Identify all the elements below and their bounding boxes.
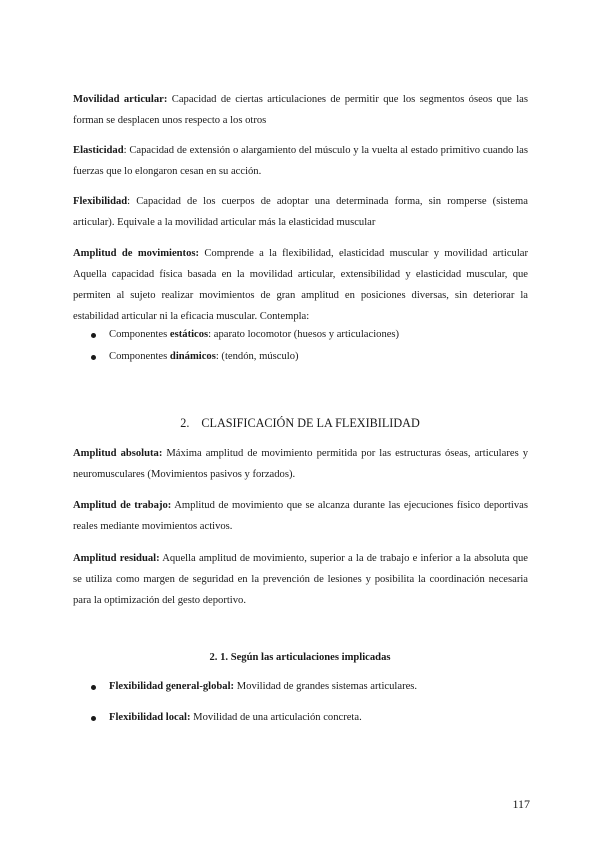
definition-amplitud-trabajo: Amplitud de movimiento que se alcanza durante las ejecuciones físico deportivas reales mediante movimientos activos. (73, 500, 528, 532)
term-amplitud-residual: Amplitud residual: (73, 553, 160, 564)
componente-term: estáticos (169, 329, 209, 340)
tipo-term: Flexibilidad general-global: (109, 681, 235, 692)
definition-amplitud-movimientos: Comprende a la flexibilidad, elasticidad muscular y movilidad articular Aquella capacidad física basada en la movilidad articular, extensibilidad y elasticidad muscular, que permiten al sujeto realizar movimientos de gran amplitud en posiciones diversas, sin deteriorar la estabilidad articular ni la eficacia muscular. Contempla: (73, 248, 528, 322)
paragraph-elasticidad (73, 140, 528, 182)
term-movilidad-articular: Movilidad articular: (73, 94, 168, 105)
paragraph-amplitud-residual (73, 548, 528, 611)
section-number: 2. (180, 416, 190, 430)
definition-movilidad-articular: Capacidad de ciertas articulaciones de permitir que los segmentos óseos que las forman se desplacen unos respecto a los otros (73, 94, 528, 126)
tipo-description: Movilidad de grandes sistemas articulares. (234, 681, 418, 692)
componente-description: : aparato locomotor (huesos y articulaciones) (208, 329, 400, 340)
tipo-term: Flexibilidad local: (109, 712, 191, 723)
page-number: 117 (512, 797, 530, 811)
paragraph-amplitud-trabajo (73, 495, 528, 537)
componente-term: dinámicos (169, 351, 216, 362)
paragraph-amplitud-absoluta (73, 443, 528, 485)
tipo-description: Movilidad de una articulación concreta. (190, 712, 362, 723)
term-amplitud-movimientos: Amplitud de movimientos: (73, 248, 200, 259)
bullet-icon (91, 333, 96, 338)
componente-prefix: Componentes (109, 329, 170, 340)
term-elasticidad: Elasticidad (73, 145, 124, 156)
definition-flexibilidad: : Capacidad de los cuerpos de adoptar una determinada forma, sin romperse (sistema articular). Equivale a la movilidad articular más la elasticidad muscular (73, 196, 528, 228)
section-title: CLASIFICACIÓN DE LA FLEXIBILIDAD (201, 416, 420, 430)
subsection-heading: 2. 1. Según las articulaciones implicadas (209, 652, 391, 663)
term-amplitud-trabajo: Amplitud de trabajo: (73, 500, 172, 511)
bullet-icon (91, 685, 96, 690)
componente-description: : (tendón, músculo) (215, 351, 299, 362)
definition-elasticidad: : Capacidad de extensión o alargamiento del músculo y la vuelta al estado primitivo cuando las fuerzas que lo elongaron cesan en su acción. (73, 145, 528, 177)
bullet-icon (91, 355, 96, 360)
definition-amplitud-absoluta: Máxima amplitud de movimiento permitida por las estructuras óseas, articulares y neuromusculares (Movimientos pasivos y forzados). (73, 448, 528, 480)
term-flexibilidad: Flexibilidad (73, 196, 128, 207)
bullet-icon (91, 716, 96, 721)
definition-amplitud-residual: Aquella amplitud de movimiento, superior a la de trabajo e inferior a la absoluta que se utiliza como margen de seguridad en la prevención de lesiones y posibilita la coordinación necesaria para la optimización del gesto deportivo. (73, 553, 529, 606)
paragraph-flexibilidad (73, 191, 528, 233)
section-heading (0, 413, 600, 433)
paragraph-movilidad-articular (73, 89, 528, 131)
paragraph-amplitud-movimientos (73, 243, 528, 327)
componente-prefix: Componentes (109, 351, 170, 362)
term-amplitud-absoluta: Amplitud absoluta: (73, 448, 163, 459)
